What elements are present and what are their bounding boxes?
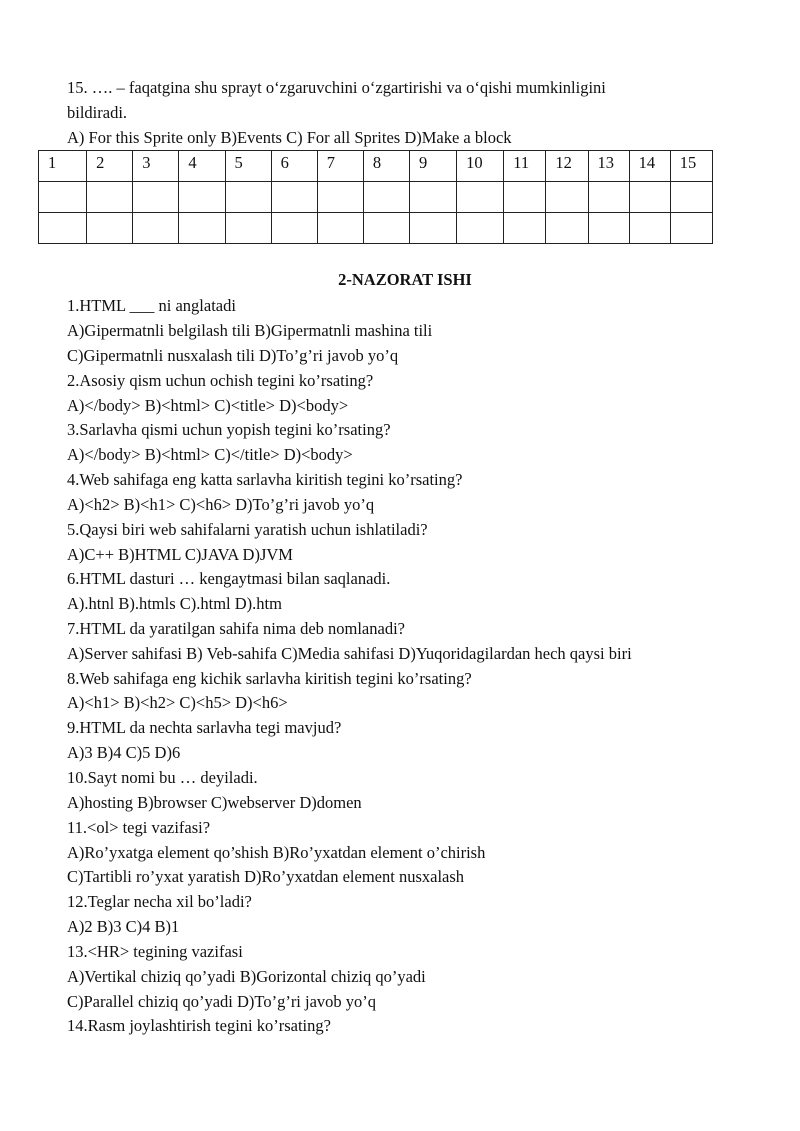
text-line: C)Tartibli ro’yxat yaratish D)Ro’yxatdan element nusxalash — [67, 867, 465, 886]
text-line: 12.Teglar necha xil bo’ladi? — [67, 892, 252, 911]
text-line: A)C++ B)HTML C)JAVA D)JVM — [67, 545, 293, 564]
text-line: A)3 B)4 C)5 D)6 — [67, 743, 181, 762]
answer-cell[interactable] — [670, 182, 712, 213]
answer-table-header-cell: 5 — [225, 151, 271, 182]
answer-cell[interactable] — [87, 213, 133, 244]
answer-table-row — [39, 213, 713, 244]
answer-table-header-cell: 8 — [363, 151, 409, 182]
text-line: 4.Web sahifaga eng katta sarlavha kiritish tegini ko’rsating? — [67, 470, 463, 489]
answer-table-header-cell: 14 — [629, 151, 670, 182]
question-15-text-cont: bildiradi. — [67, 103, 128, 122]
answer-cell[interactable] — [588, 182, 629, 213]
text-line: 1.HTML ___ ni anglatadi — [67, 296, 236, 315]
text-line: A)<h1> B)<h2> C)<h5> D)<h6> — [67, 693, 288, 712]
text-line: A)Gipermatnli belgilash tili B)Gipermatnli mashina tili — [67, 321, 433, 340]
answer-table-header-cell: 7 — [317, 151, 363, 182]
text-line: 9.HTML da nechta sarlavha tegi mavjud? — [67, 718, 342, 737]
section-title: 2-NAZORAT ISHI — [338, 270, 472, 289]
answer-cell[interactable] — [87, 182, 133, 213]
answer-cell[interactable] — [457, 213, 504, 244]
answer-cell[interactable] — [546, 182, 588, 213]
answer-table-header-cell: 6 — [271, 151, 317, 182]
text-line: 7.HTML da yaratilgan sahifa nima deb nomlanadi? — [67, 619, 405, 638]
answer-table-header-cell: 2 — [87, 151, 133, 182]
question-15-options: A) For this Sprite only B)Events C) For all Sprites D)Make a block — [67, 128, 512, 147]
answer-table-header-cell: 9 — [410, 151, 457, 182]
text-line: 14.Rasm joylashtirish tegini ko’rsating? — [67, 1016, 331, 1035]
text-line: 6.HTML dasturi … kengaytmasi bilan saqlanadi. — [67, 569, 391, 588]
answer-table — [38, 150, 713, 244]
text-line: A)Vertikal chiziq qo’yadi B)Gorizontal chiziq qo’yadi — [67, 967, 426, 986]
answer-cell[interactable] — [225, 182, 271, 213]
question-15-text: 15. …. – faqatgina shu sprayt o‘zgaruvchini o‘zgartirishi va o‘qishi mumkinligini — [67, 78, 606, 97]
answer-cell[interactable] — [670, 213, 712, 244]
text-line: A)hosting B)browser C)webserver D)domen — [67, 793, 362, 812]
text-line: A).htnl B).htmls C).html D).htm — [67, 594, 282, 613]
answer-cell[interactable] — [317, 182, 363, 213]
answer-cell[interactable] — [39, 213, 87, 244]
answer-cell[interactable] — [504, 213, 546, 244]
answer-cell[interactable] — [271, 213, 317, 244]
answer-cell[interactable] — [629, 213, 670, 244]
text-line: 10.Sayt nomi bu … deyiladi. — [67, 768, 258, 787]
answer-cell[interactable] — [133, 213, 179, 244]
answer-table-header-row — [39, 151, 713, 182]
text-line: 2.Asosiy qism uchun ochish tegini ko’rsating? — [67, 371, 374, 390]
answer-cell[interactable] — [363, 182, 409, 213]
answer-table-header-cell: 15 — [670, 151, 712, 182]
text-line: C)Gipermatnli nusxalash tili D)To’g’ri javob yo’q — [67, 346, 399, 365]
answer-table-row — [39, 182, 713, 213]
answer-cell[interactable] — [317, 213, 363, 244]
answer-table-header-cell: 12 — [546, 151, 588, 182]
text-line: A)</body> B)<html> C)<title> D)<body> — [67, 396, 349, 415]
text-line: A)Ro’yxatga element qo’shish B)Ro’yxatdan element o’chirish — [67, 843, 486, 862]
answer-cell[interactable] — [271, 182, 317, 213]
text-line: C)Parallel chiziq qo’yadi D)To’g’ri javob yo’q — [67, 992, 377, 1011]
text-line: 3.Sarlavha qismi uchun yopish tegini ko’rsating? — [67, 420, 391, 439]
answer-table-header-cell: 4 — [179, 151, 225, 182]
answer-table-header-cell: 1 — [39, 151, 87, 182]
text-line: A)<h2> B)<h1> C)<h6> D)To’g’ri javob yo’q — [67, 495, 375, 514]
text-line: 8.Web sahifaga eng kichik sarlavha kiritish tegini ko’rsating? — [67, 669, 472, 688]
answer-cell[interactable] — [410, 182, 457, 213]
text-line: A)</body> B)<html> C)</title> D)<body> — [67, 445, 353, 464]
answer-cell[interactable] — [504, 182, 546, 213]
answer-cell[interactable] — [457, 182, 504, 213]
answer-cell[interactable] — [410, 213, 457, 244]
answer-table-header-cell: 3 — [133, 151, 179, 182]
answer-cell[interactable] — [629, 182, 670, 213]
answer-table-header-cell: 10 — [457, 151, 504, 182]
answer-table-header-cell: 13 — [588, 151, 629, 182]
answer-cell[interactable] — [179, 213, 225, 244]
answer-cell[interactable] — [133, 182, 179, 213]
answer-cell[interactable] — [225, 213, 271, 244]
text-line: 13.<HR> tegining vazifasi — [67, 942, 243, 961]
text-line: 11.<ol> tegi vazifasi? — [67, 818, 211, 837]
text-line: A)2 B)3 C)4 B)1 — [67, 917, 180, 936]
answer-table-header-cell: 11 — [504, 151, 546, 182]
answer-cell[interactable] — [39, 182, 87, 213]
answer-cell[interactable] — [546, 213, 588, 244]
answer-cell[interactable] — [179, 182, 225, 213]
text-line: A)Server sahifasi B) Veb-sahifa C)Media sahifasi D)Yuqoridagilardan hech qaysi biri — [67, 644, 632, 663]
text-line: 5.Qaysi biri web sahifalarni yaratish uchun ishlatiladi? — [67, 520, 428, 539]
answer-cell[interactable] — [363, 213, 409, 244]
answer-cell[interactable] — [588, 213, 629, 244]
